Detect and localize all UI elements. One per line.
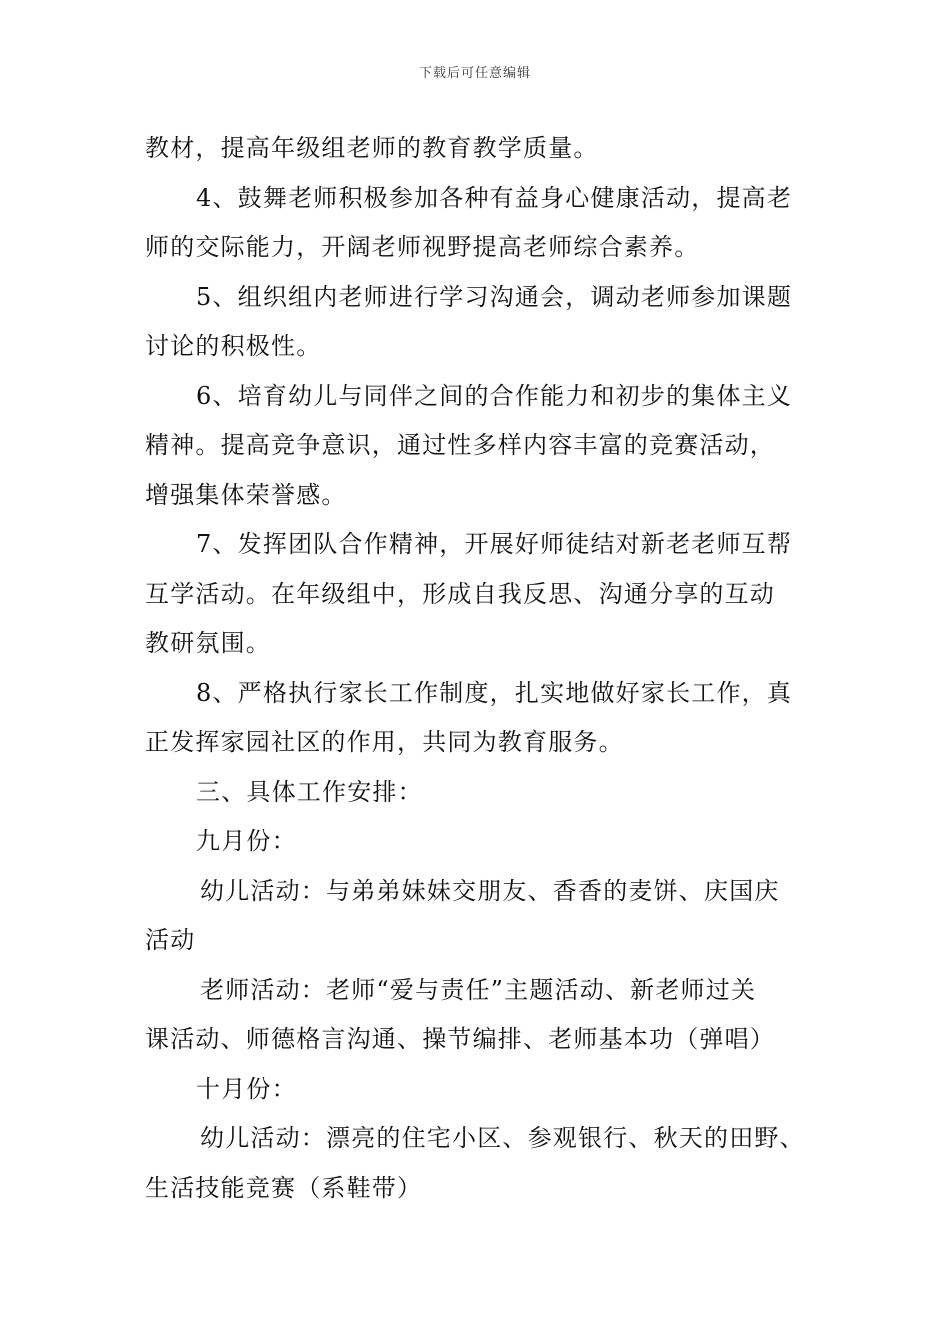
text-line: 幼儿活动：与弟弟妹妹交朋友、香香的麦饼、庆国庆 <box>200 876 780 905</box>
text-line: 讨论的积极性。 <box>145 332 322 360</box>
text-line: 8、严格执行家长工作制度，扎实地做好家长工作，真 <box>196 678 793 707</box>
text-line: 增强集体荣誉感。 <box>145 480 347 509</box>
text-line: 5、组织组内老师进行学习沟通会，调动老师参加课题 <box>196 282 793 311</box>
text-line: 课活动、师德格言沟通、操节编排、老师基本功（弹唱） <box>145 1025 775 1053</box>
text-line: 正发挥家园社区的作用，共同为教育服务。 <box>145 728 624 756</box>
text-line: 老师活动：老师“爱与责任”主题活动、新老师过关 <box>200 975 757 1004</box>
text-line: 6、培育幼儿与同伴之间的合作能力和初步的集体主义 <box>196 381 793 410</box>
month-heading: 九月份： <box>196 827 297 855</box>
text-line: 师的交际能力，开阔老师视野提高老师综合素养。 <box>145 233 700 261</box>
text-line: 幼儿活动：漂亮的住宅小区、参观银行、秋天的田野、 <box>200 1124 805 1152</box>
text-line: 互学活动。在年级组中，形成自我反思、沟通分享的互动 <box>145 579 775 608</box>
text-line: 教材，提高年级组老师的教育教学质量。 <box>145 134 599 162</box>
text-line: 7、发挥团队合作精神，开展好师徒结对新老老师互帮 <box>196 530 793 558</box>
month-heading: 十月份： <box>196 1074 297 1103</box>
document-body <box>145 124 815 1213</box>
text-line: 教研氛围。 <box>145 629 271 657</box>
text-line: 4、鼓舞老师积极参加各种有益身心健康活动，提高老 <box>196 183 793 212</box>
text-line: 生活技能竞赛（系鞋带） <box>145 1173 423 1202</box>
text-line: 精神。提高竞争意识，通过性多样内容丰富的竞赛活动， <box>145 431 775 459</box>
text-line: 活动 <box>145 926 196 954</box>
page-header-note: 下载后可任意编辑 <box>418 66 531 81</box>
section-heading: 三、具体工作安排： <box>196 777 423 806</box>
